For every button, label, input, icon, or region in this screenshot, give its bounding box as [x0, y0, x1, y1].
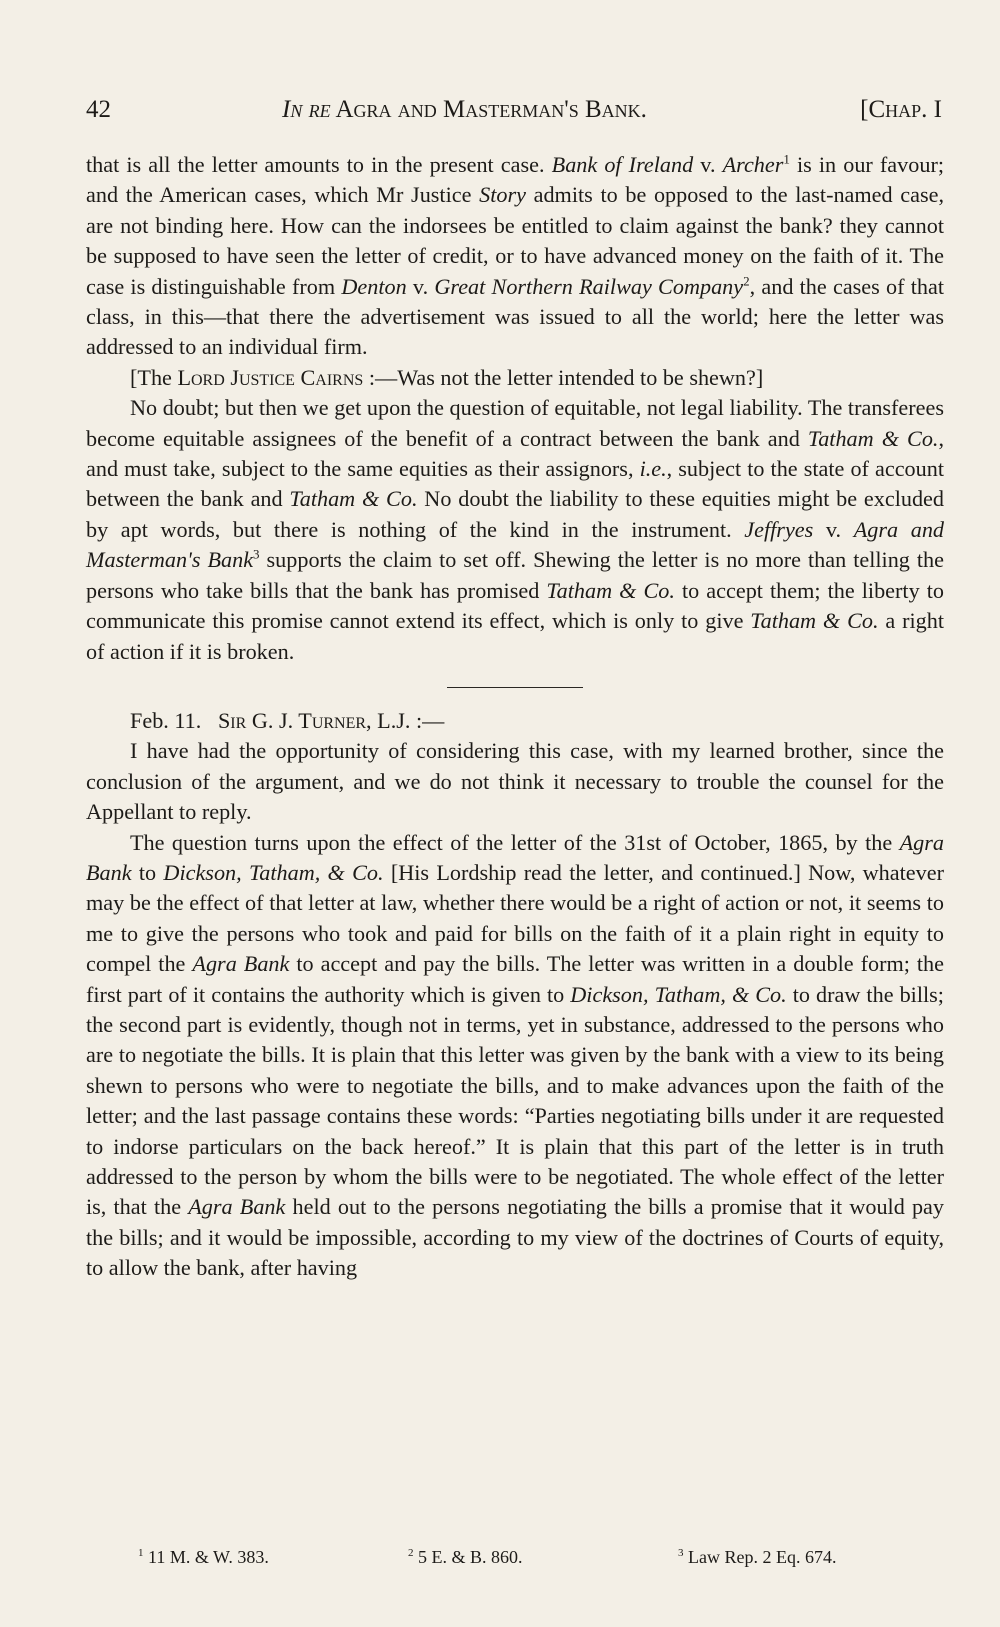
- text-run: v.: [693, 152, 723, 177]
- running-header: [86, 96, 942, 136]
- paragraph-interjection: [86, 363, 944, 393]
- running-title-italic: In re: [282, 96, 331, 123]
- judge-name: Story: [479, 182, 526, 208]
- running-title: [282, 96, 647, 124]
- paragraph-reply: [86, 393, 944, 667]
- case-name: Denton: [341, 273, 407, 299]
- case-name: Bank of Ireland: [551, 152, 694, 177]
- text-run: held out to the persons negotiating the bills a promise that it would pay the bills; and it would be impossible, according to my view of the doctrines of Courts of equity, to allow the bank, after having: [86, 1194, 944, 1281]
- case-name: Archer: [722, 152, 784, 177]
- footnote-ref: 2: [743, 273, 750, 289]
- footnote-ref: 1: [783, 151, 790, 167]
- text-run: v.: [406, 273, 435, 299]
- text-run: admits to be opposed to the last-named case, are not binding here. How can the indorsees be entitled to claim against the bank? they cannot be supposed to have seen the letter of credit, or to have advanced money on the faith of it. The case is distinguishable from: [86, 182, 944, 299]
- text-run: , and the cases of that class, in this—that there the advertisement was issued to all the world; here the letter was addressed to an individual firm.: [86, 273, 944, 360]
- case-name: Jeffryes: [744, 516, 814, 542]
- footnote-2: [408, 1547, 523, 1568]
- text-run: No doubt; but then we get upon the question of equitable, not legal liability. The transferees become equitable assignees of the benefit of a contract between the bank and: [86, 395, 944, 451]
- party-name: Tatham & Co.: [807, 425, 939, 451]
- text-run: that is all the letter amounts to in the present case.: [86, 152, 552, 177]
- text-run: No doubt the liability to these equities might be excluded by apt words, but there is nothing of the kind in the instrument.: [86, 486, 944, 542]
- text-run: to accept them; the liberty to communicate this promise cannot extend its effect, which is only to give: [86, 577, 944, 634]
- footnote-mark: 2: [408, 1547, 414, 1559]
- footnote-1: [138, 1547, 269, 1568]
- party-name: Dickson, Tatham, & Co.: [163, 859, 384, 885]
- text-run: is in our favour; and the American cases, which Mr Justice: [86, 152, 944, 208]
- text-run: :—: [410, 707, 445, 733]
- chapter-label: [Chap. I: [860, 96, 942, 123]
- footnote-ref: 3: [253, 546, 260, 562]
- text-run: v.: [813, 516, 854, 542]
- judge-name: Sir G. J. Turner, L.J.: [217, 707, 411, 733]
- paragraph-judgment-opening: [86, 736, 944, 827]
- judgment-date: Feb. 11.: [130, 707, 202, 733]
- footnote-mark: 1: [138, 1547, 144, 1559]
- section-divider: [447, 687, 583, 688]
- text-run: to draw the bills; the second part is evidently, though not in terms, yet in substance, addressed to the persons who are to negotiate the bills. It is plain that this letter was given by the bank with a view to its being shewn to persons who were to negotiate the bills, and to make advances upon the faith of the letter; and the last passage contains these words: “Parties negotiating bills under it are requested to indorse particulars on the back hereof.” It is plain that this part of the letter is in truth addressed to the person by whom the bills were to be negotiated. The whole effect of the letter is, that the: [86, 981, 944, 1220]
- text-run: a right of action if it is broken.: [86, 608, 945, 664]
- text-run: to: [131, 859, 164, 885]
- party-name: Agra Bank: [188, 1194, 286, 1220]
- footnotes: [86, 1547, 944, 1579]
- text-run: supports the claim to set off. Shewing the letter is no more than telling the persons who take bills that the bank has promised: [86, 547, 944, 603]
- party-name: Tatham & Co.: [289, 486, 418, 512]
- footnote-text: 5 E. & B. 860.: [413, 1547, 523, 1567]
- case-name: Agra and Masterman's Bank: [86, 516, 945, 573]
- text-run: [His Lordship read the letter, and continued.] Now, whatever may be the effect of that letter at law, whether there would be a right of action or not, it seems to me to give the persons who took and paid for bills on the faith of it a plain right in equity to compel the: [86, 859, 944, 977]
- text-run: to accept and pay the bills. The letter was written in a double form; the first part of it contains the authority which is given to: [86, 951, 945, 1007]
- case-name: Great Northern Railway Company: [434, 273, 744, 299]
- running-title-text: Agra and Masterman's Bank.: [335, 96, 647, 123]
- footnote-text: 11 M. & W. 383.: [143, 1547, 269, 1567]
- party-name: Tatham & Co.: [750, 608, 879, 634]
- footnote-3: [678, 1547, 836, 1568]
- footnote-text: Law Rep. 2 Eq. 674.: [683, 1547, 837, 1567]
- party-name: Tatham & Co.: [546, 577, 675, 603]
- text-run: [The: [130, 364, 178, 390]
- text-run: , subject to the state of account between the bank and: [86, 456, 944, 512]
- body-text: [86, 150, 944, 1284]
- text-run: I have had the opportunity of considering this case, with my learned brother, since the conclusion of the argument, and we do not think it necessary to trouble the counsel for the Appellant to reply.: [86, 738, 944, 825]
- party-name: Agra Bank: [192, 951, 290, 977]
- footnote-mark: 3: [678, 1547, 684, 1559]
- judgment-heading: [86, 706, 944, 736]
- abbreviation: i.e.: [639, 456, 667, 482]
- speaker-name: Lord Justice Cairns: [177, 364, 364, 390]
- party-name: Agra Bank: [86, 829, 944, 885]
- text-run: :—Was not the letter intended to be shewn?]: [363, 364, 764, 390]
- paragraph-argument: [86, 150, 944, 363]
- paragraph-judgment: [86, 828, 944, 1284]
- page-number: 42: [86, 96, 111, 123]
- text-run: , and must take, subject to the same equities as their assignors,: [86, 425, 945, 482]
- party-name: Dickson, Tatham, & Co.: [570, 981, 787, 1007]
- text-run: The question turns upon the effect of the letter of the 31st of October, 1865, by the: [130, 829, 900, 855]
